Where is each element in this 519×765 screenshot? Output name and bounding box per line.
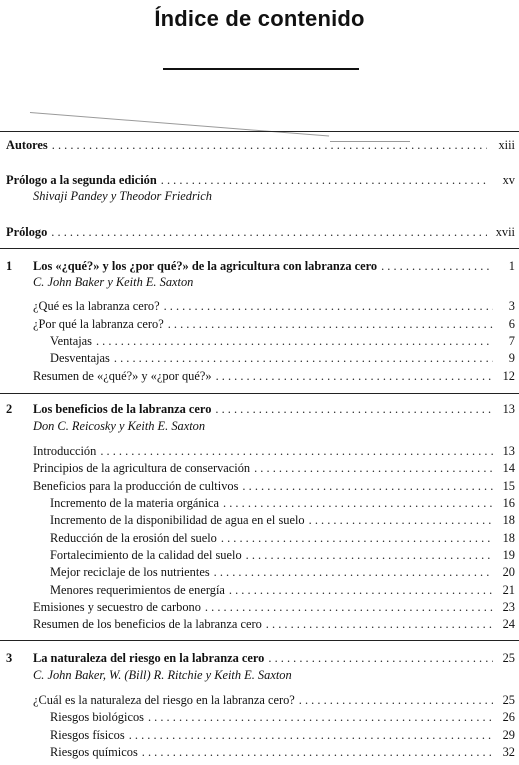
- toc-page-number: 19: [502, 548, 515, 562]
- toc-page-number: 18: [502, 531, 515, 545]
- dot-leader: [309, 512, 493, 528]
- toc-entry-label: Introducción: [33, 444, 97, 458]
- toc-entry[interactable]: [0, 727, 519, 743]
- dot-leader: [161, 172, 487, 188]
- toc-page-number: 20: [502, 565, 515, 579]
- dot-leader: [51, 224, 487, 240]
- toc-page-number: 23: [502, 600, 515, 614]
- chapter-heading[interactable]: [0, 650, 519, 666]
- dot-leader: [129, 727, 493, 743]
- dot-leader: [168, 316, 493, 332]
- toc-entry-label: Prólogo: [6, 225, 48, 239]
- toc-page-number: 32: [502, 745, 515, 759]
- toc-entry-label: Riesgos químicos: [50, 745, 138, 759]
- chapter-title: Los «¿qué?» y los ¿por qué?» de la agricultura con labranza cero: [33, 259, 378, 273]
- toc-entry-label: Prólogo a la segunda edición: [6, 173, 157, 187]
- toc-entry[interactable]: [0, 512, 519, 528]
- toc-entry[interactable]: [0, 443, 519, 459]
- chapter-number: 2: [6, 402, 13, 416]
- toc-page-number: 3: [508, 299, 515, 313]
- toc-page-number: 21: [502, 583, 515, 597]
- dot-leader: [254, 460, 493, 476]
- dot-leader: [246, 547, 493, 563]
- toc-entry-label: Autores: [6, 138, 48, 152]
- toc-entry-label: ¿Por qué la labranza cero?: [33, 317, 164, 331]
- toc-entry[interactable]: [0, 692, 519, 708]
- toc-entry-label: Incremento de la disponibilidad de agua en el suelo: [50, 513, 305, 527]
- toc-page-number: 6: [508, 317, 515, 331]
- dot-leader: [381, 258, 493, 274]
- toc-entry[interactable]: [0, 298, 519, 314]
- section-rule: [0, 393, 519, 394]
- dot-leader: [299, 692, 493, 708]
- toc-entry-label: Desventajas: [50, 351, 110, 365]
- toc-entry[interactable]: [0, 530, 519, 546]
- chapter-number: 3: [6, 651, 13, 665]
- dot-leader: [148, 709, 493, 725]
- chapter-authors: C. John Baker y Keith E. Saxton: [33, 275, 194, 289]
- chapter-heading[interactable]: [0, 401, 519, 417]
- entry-authors: Shivaji Pandey y Theodor Friedrich: [33, 189, 212, 203]
- section-rule: [0, 640, 519, 641]
- dot-leader: [114, 350, 493, 366]
- toc-page-number: 16: [502, 496, 515, 510]
- toc-entry[interactable]: [0, 744, 519, 760]
- section-rule: [0, 248, 519, 249]
- toc-entry-prologo-segunda[interactable]: [0, 172, 519, 188]
- toc-entry[interactable]: [0, 350, 519, 366]
- dot-leader: [229, 582, 493, 598]
- chapter-authors: Don C. Reicosky y Keith E. Saxton: [33, 419, 206, 433]
- toc-page-number: xv: [502, 173, 515, 187]
- toc-page-number: 18: [502, 513, 515, 527]
- toc-entry[interactable]: [0, 709, 519, 725]
- toc-entry-label: Riesgos biológicos: [50, 710, 144, 724]
- dot-leader: [223, 495, 493, 511]
- dot-leader: [164, 298, 493, 314]
- toc-entry-label: Ventajas: [50, 334, 92, 348]
- dot-leader: [268, 650, 493, 666]
- toc-entry-label: Mejor reciclaje de los nutrientes: [50, 565, 210, 579]
- toc-page-number: xiii: [498, 138, 515, 152]
- dot-leader: [100, 443, 493, 459]
- toc-page-number: 1: [508, 259, 515, 273]
- toc-entry-label: ¿Cuál es la naturaleza del riesgo en la labranza cero?: [33, 693, 295, 707]
- toc-entry-label: Beneficios para la producción de cultivos: [33, 479, 239, 493]
- toc-entry[interactable]: [0, 316, 519, 332]
- toc-entry-label: Resumen de los beneficios de la labranza cero: [33, 617, 262, 631]
- toc-entry[interactable]: [0, 616, 519, 632]
- toc-entry-label: Menores requerimientos de energía: [50, 583, 225, 597]
- chapter-title: La naturaleza del riesgo en la labranza cero: [33, 651, 265, 665]
- dot-leader: [214, 564, 493, 580]
- toc-page-number: 15: [502, 479, 515, 493]
- dot-leader: [221, 530, 493, 546]
- toc-entry-label: Resumen de «¿qué?» y «¿por qué?»: [33, 369, 212, 383]
- chapter-number: 1: [6, 259, 13, 273]
- toc-entry-label: Fortalecimiento de la calidad del suelo: [50, 548, 242, 562]
- toc-entry[interactable]: [0, 564, 519, 580]
- toc-page-number: 14: [502, 461, 515, 475]
- title-underline: [163, 68, 359, 70]
- toc-entry-autores[interactable]: [0, 137, 519, 153]
- chapter-title: Los beneficios de la labranza cero: [33, 402, 212, 416]
- toc-page-number: 12: [502, 369, 515, 383]
- toc-entry[interactable]: [0, 495, 519, 511]
- toc-entry[interactable]: [0, 582, 519, 598]
- page-title: Índice de contenido: [154, 6, 365, 31]
- toc-entry-label: Reducción de la erosión del suelo: [50, 531, 217, 545]
- chapter-heading[interactable]: [0, 258, 519, 274]
- dot-leader: [215, 401, 493, 417]
- toc-page-number: 25: [502, 651, 515, 665]
- toc-page-number: 13: [502, 444, 515, 458]
- toc-page-number: 29: [502, 728, 515, 742]
- toc-entry-label: Principios de la agricultura de conservación: [33, 461, 251, 475]
- toc-entry-label: Incremento de la materia orgánica: [50, 496, 220, 510]
- toc-page-number: 9: [508, 351, 515, 365]
- toc-entry[interactable]: [0, 478, 519, 494]
- toc-entry[interactable]: [0, 333, 519, 349]
- toc-entry[interactable]: [0, 368, 519, 384]
- toc-page-number: 24: [502, 617, 515, 631]
- section-rule: [0, 131, 519, 132]
- toc-page-number: 7: [508, 334, 515, 348]
- dot-leader: [142, 744, 493, 760]
- dot-leader: [205, 599, 493, 615]
- toc-entry-label: Emisiones y secuestro de carbono: [33, 600, 201, 614]
- toc-entry[interactable]: [0, 599, 519, 615]
- dot-leader: [242, 478, 493, 494]
- toc-entry[interactable]: [0, 460, 519, 476]
- dot-leader: [266, 616, 493, 632]
- toc-entry-label: ¿Qué es la labranza cero?: [33, 299, 160, 313]
- scan-smudge: [30, 112, 329, 137]
- toc-page-number: 25: [502, 693, 515, 707]
- dot-leader: [96, 333, 493, 349]
- chapter-authors: C. John Baker, W. (Bill) R. Ritchie y Keith E. Saxton: [33, 668, 292, 682]
- toc-page-number: 26: [502, 710, 515, 724]
- dot-leader: [52, 137, 487, 153]
- toc-page-number: xvii: [495, 225, 515, 239]
- toc-entry[interactable]: [0, 547, 519, 563]
- dot-leader: [216, 368, 493, 384]
- toc-page-number: 13: [502, 402, 515, 416]
- toc-entry-prologo[interactable]: [0, 224, 519, 240]
- toc-entry-label: Riesgos físicos: [50, 728, 125, 742]
